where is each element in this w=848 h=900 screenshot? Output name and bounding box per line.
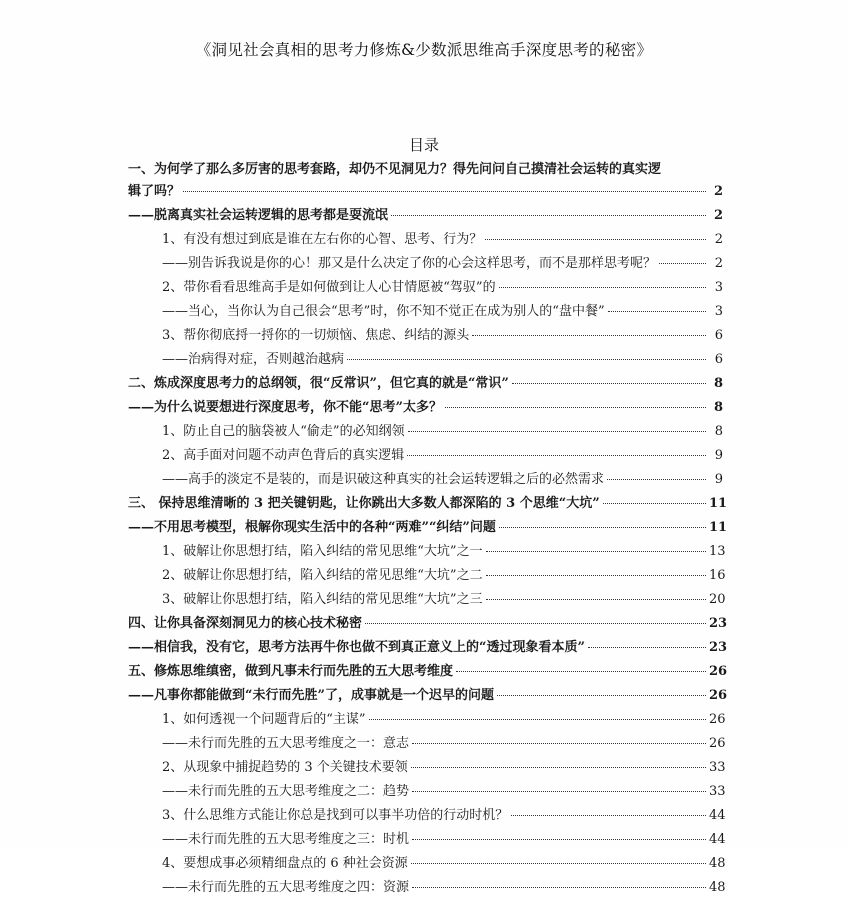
table-of-contents <box>128 158 728 900</box>
toc-heading: 目录 <box>408 136 439 154</box>
toc-page-number: 33 <box>709 760 726 775</box>
toc-page-number: 44 <box>709 832 726 847</box>
toc-entry-text: ——别告诉我说是你的心！那又是什么决定了你的心会这样思考，而不是那样思考呢？ <box>162 256 657 271</box>
toc-entry-text: ——未行而先胜的五大思考维度之三：时机 <box>162 832 410 847</box>
toc-page-number: 9 <box>714 448 723 463</box>
toc-page-number: 48 <box>709 856 726 871</box>
toc-page-number: 3 <box>714 304 723 319</box>
toc-entry-text: 二、炼成深度思考力的总纲领，很“反常识”，但它真的就是“常识” <box>128 376 509 391</box>
toc-entry[interactable] <box>128 732 726 756</box>
toc-leader-dots <box>511 815 706 816</box>
toc-entry[interactable] <box>128 828 726 852</box>
toc-entry[interactable] <box>128 540 726 564</box>
toc-entry-text: ——不用思考模型，根解你现实生活中的各种“两难”“纠结”问题 <box>128 520 496 535</box>
toc-entry[interactable] <box>128 588 726 612</box>
toc-entry-text: ——未行而先胜的五大思考维度之四：资源 <box>162 880 410 895</box>
toc-leader-dots <box>499 527 706 528</box>
toc-entry-text: ——脱离真实社会运转逻辑的思考都是耍流氓 <box>128 208 389 223</box>
toc-entry[interactable] <box>128 852 726 876</box>
toc-page-number: 26 <box>709 736 726 751</box>
toc-leader-dots <box>412 791 706 792</box>
toc-entry-text: 2、从现象中捕捉趋势的 3 个关键技术要领 <box>162 760 408 775</box>
toc-leader-dots <box>412 839 706 840</box>
toc-entry[interactable] <box>128 276 723 300</box>
toc-entry-text: 1、防止自己的脑袋被人“偷走”的必知纲领 <box>162 424 405 439</box>
toc-page-number: 44 <box>709 808 726 823</box>
toc-entry-text: 3、破解让你思想打结，陷入纠结的常见思维“大坑”之三 <box>162 592 483 607</box>
toc-leader-dots <box>485 239 706 240</box>
toc-entry[interactable] <box>128 804 726 828</box>
toc-entry[interactable] <box>128 228 723 252</box>
toc-entry[interactable] <box>128 660 728 684</box>
toc-page-number: 11 <box>709 520 728 535</box>
toc-entry-text: 2、高手面对问题不动声色背后的真实逻辑 <box>162 448 405 463</box>
toc-entry-text: 3、帮你彻底捋一捋你的一切烦恼、焦虑、纠结的源头 <box>162 328 470 343</box>
toc-entry[interactable] <box>128 372 723 396</box>
toc-page-number: 33 <box>709 784 726 799</box>
toc-leader-dots <box>588 647 706 648</box>
toc-leader-dots <box>472 335 706 336</box>
toc-leader-dots <box>407 455 706 456</box>
toc-leader-dots <box>391 215 706 216</box>
toc-leader-dots <box>607 479 706 480</box>
toc-entry[interactable] <box>128 180 723 204</box>
toc-leader-dots <box>411 767 706 768</box>
toc-entry-text: 4、要想成事必须精细盘点的 6 种社会资源 <box>162 856 408 871</box>
toc-leader-dots <box>608 311 706 312</box>
toc-leader-dots <box>512 383 706 384</box>
toc-page-number: 9 <box>714 472 723 487</box>
toc-entry-text: ——未行而先胜的五大思考维度之二：趋势 <box>162 784 410 799</box>
toc-entry-text: 五、修炼思维缜密，做到凡事未行而先胜的五大思考维度 <box>128 664 454 679</box>
toc-entry[interactable] <box>128 252 723 276</box>
toc-leader-dots <box>445 407 706 408</box>
toc-entry[interactable] <box>128 420 723 444</box>
toc-page-number: 26 <box>709 712 726 727</box>
toc-entry[interactable] <box>128 756 726 780</box>
toc-entry-first-line[interactable] <box>128 158 723 180</box>
toc-leader-dots <box>411 863 706 864</box>
toc-page-number: 8 <box>713 376 723 391</box>
toc-entry-text: 一、为何学了那么多厉害的思考套路，却仍不见洞见力？得先问问自己摸清社会运转的真实逻 <box>128 162 662 177</box>
toc-entry[interactable] <box>128 780 726 804</box>
toc-entry-text: 2、带你看看思维高手是如何做到让人心甘情愿被“驾驭”的 <box>162 280 496 295</box>
toc-leader-dots <box>659 263 706 264</box>
toc-entry[interactable] <box>128 348 723 372</box>
toc-entry[interactable] <box>128 396 723 420</box>
toc-leader-dots <box>499 287 706 288</box>
toc-entry-text: ——治病得对症，否则越治越病 <box>162 352 345 367</box>
toc-entry-text: 1、如何透视一个问题背后的“主谋” <box>162 712 366 727</box>
toc-leader-dots <box>603 503 706 504</box>
toc-leader-dots <box>408 431 706 432</box>
toc-page-number: 8 <box>713 400 723 415</box>
toc-page-number: 2 <box>713 184 723 199</box>
toc-page-number: 16 <box>709 568 726 583</box>
toc-leader-dots <box>497 695 706 696</box>
toc-page-number: 23 <box>709 616 728 631</box>
toc-entry-text: 1、有没有想过到底是谁在左右你的心智、思考、行为？ <box>162 232 483 247</box>
toc-entry[interactable] <box>128 876 726 900</box>
toc-leader-dots <box>456 671 706 672</box>
toc-entry[interactable] <box>128 708 726 732</box>
toc-entry[interactable] <box>128 204 723 228</box>
toc-entry-text: ——为什么说要想进行深度思考，你不能“思考”太多？ <box>128 400 442 415</box>
toc-entry[interactable] <box>128 612 728 636</box>
toc-entry[interactable] <box>128 492 728 516</box>
document-title: 《洞见社会真相的思考力修炼&少数派思维高手深度思考的秘密》 <box>195 41 653 59</box>
toc-entry[interactable] <box>128 516 728 540</box>
toc-page-number: 2 <box>714 232 723 247</box>
toc-page-number: 20 <box>709 592 726 607</box>
toc-entry-text: ——凡事你都能做到“未行而先胜”了，成事就是一个迟早的问题 <box>128 688 494 703</box>
toc-entry-text: 四、让你具备深刻洞见力的核心技术秘密 <box>128 616 363 631</box>
toc-entry[interactable] <box>128 324 723 348</box>
toc-leader-dots <box>486 575 706 576</box>
toc-entry-text: 三、 保持思维清晰的 3 把关键钥匙，让你跳出大多数人都深陷的 3 个思维“大坑” <box>128 496 600 511</box>
toc-entry-text: 辑了吗？ <box>128 184 181 199</box>
toc-entry-text: 2、破解让你思想打结，陷入纠结的常见思维“大坑”之二 <box>162 568 483 583</box>
toc-leader-dots <box>412 887 706 888</box>
toc-page-number: 3 <box>714 280 723 295</box>
toc-entry[interactable] <box>128 444 723 468</box>
toc-leader-dots <box>486 599 706 600</box>
toc-page-number: 13 <box>709 544 726 559</box>
toc-page-number: 48 <box>709 880 726 895</box>
toc-entry-text: ——高手的淡定不是装的，而是识破这种真实的社会运转逻辑之后的必然需求 <box>162 472 605 487</box>
toc-page-number: 2 <box>714 256 723 271</box>
toc-entry[interactable] <box>128 564 726 588</box>
toc-page-number: 8 <box>714 424 723 439</box>
toc-entry-text: 3、什么思维方式能让你总是找到可以事半功倍的行动时机？ <box>162 808 509 823</box>
toc-leader-dots <box>486 551 706 552</box>
toc-page-number: 6 <box>714 328 723 343</box>
toc-leader-dots <box>412 743 706 744</box>
toc-leader-dots <box>369 719 706 720</box>
toc-entry-text: ——相信我，没有它，思考方法再牛你也做不到真正意义上的“透过现象看本质” <box>128 640 585 655</box>
toc-page-number: 23 <box>709 640 728 655</box>
toc-entry[interactable] <box>128 636 728 660</box>
toc-page-number: 26 <box>709 664 728 679</box>
toc-leader-dots <box>365 623 706 624</box>
toc-entry[interactable] <box>128 300 723 324</box>
toc-page-number: 6 <box>714 352 723 367</box>
toc-entry[interactable] <box>128 468 723 492</box>
toc-entry-text: ——未行而先胜的五大思考维度之一：意志 <box>162 736 410 751</box>
toc-entry-text: 1、破解让你思想打结，陷入纠结的常见思维“大坑”之一 <box>162 544 483 559</box>
toc-entry[interactable] <box>128 684 728 708</box>
toc-page-number: 2 <box>713 208 723 223</box>
toc-page-number: 26 <box>709 688 728 703</box>
toc-leader-dots <box>183 191 706 192</box>
toc-leader-dots <box>347 359 706 360</box>
toc-entry-text: ——当心，当你认为自己很会“思考”时，你不知不觉正在成为别人的“盘中餐” <box>162 304 605 319</box>
toc-page-number: 11 <box>709 496 728 511</box>
